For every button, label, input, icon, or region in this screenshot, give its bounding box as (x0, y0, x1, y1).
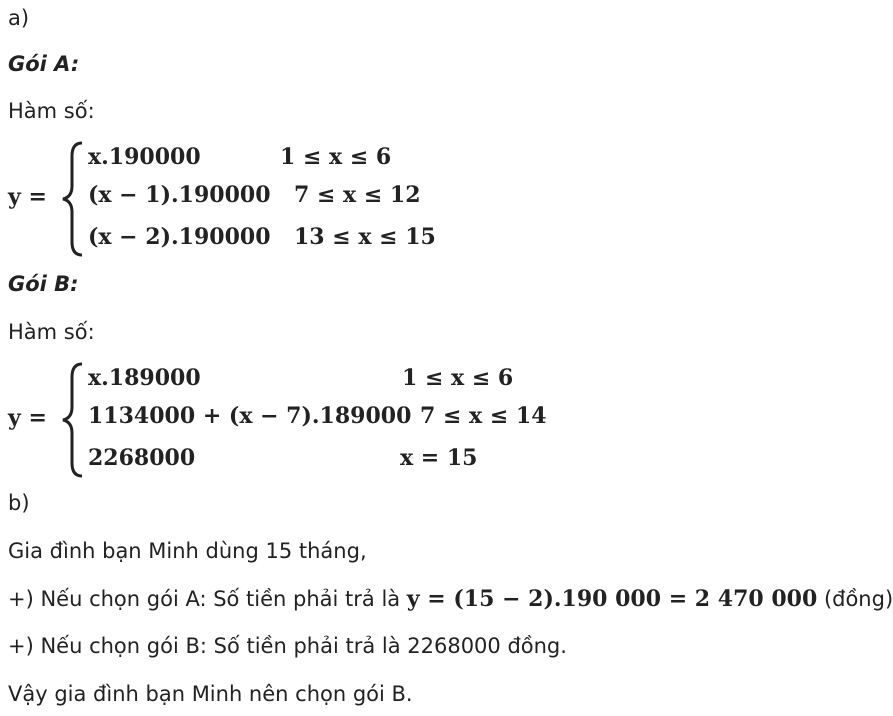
package-a-case-3-expr: (x − 2).190000 (88, 224, 271, 250)
part-b-intro: Gia đình bạn Minh dùng 15 tháng, (8, 539, 367, 563)
package-b-case-2-cond: 7 ≤ x ≤ 14 (420, 403, 547, 429)
part-b-option-b: +) Nếu chọn gói B: Số tiền phải trả là 2268000 đồng. (8, 634, 567, 658)
option-a-formula: y = (15 − 2).190 000 = 2 470 000 (406, 586, 818, 612)
option-a-suffix: (đồng) (817, 587, 893, 611)
package-b-case-3-cond: x = 15 (400, 445, 478, 471)
package-b-function (8, 361, 608, 491)
part-a-label: a) (8, 6, 30, 30)
part-b-conclusion: Vậy gia đình bạn Minh nên chọn gói B. (8, 682, 413, 706)
package-a-function (8, 140, 508, 270)
option-a-prefix: +) Nếu chọn gói A: Số tiền phải trả là (8, 587, 407, 611)
left-brace-icon (60, 140, 86, 258)
package-b-lhs: y = (8, 405, 47, 431)
package-a-heading: Gói A: (8, 52, 80, 76)
part-b-label: b) (8, 491, 30, 515)
package-a-lhs: y = (8, 184, 47, 210)
package-b-case-3-expr: 2268000 (88, 445, 196, 471)
package-a-case-2-cond: 7 ≤ x ≤ 12 (294, 182, 421, 208)
package-a-intro: Hàm số: (8, 99, 95, 123)
left-brace-icon (60, 361, 86, 479)
package-b-heading: Gói B: (8, 272, 79, 296)
package-a-case-3-cond: 13 ≤ x ≤ 15 (294, 224, 436, 250)
package-a-case-1-cond: 1 ≤ x ≤ 6 (280, 144, 392, 170)
package-b-case-1-cond: 1 ≤ x ≤ 6 (402, 365, 514, 391)
package-b-case-1-expr: x.189000 (88, 365, 201, 391)
package-a-case-2-expr: (x − 1).190000 (88, 182, 271, 208)
part-b-option-a (8, 586, 893, 612)
package-b-case-2-expr: 1134000 + (x − 7).189000 (88, 403, 412, 429)
package-a-case-1-expr: x.190000 (88, 144, 201, 170)
package-b-intro: Hàm số: (8, 320, 95, 344)
